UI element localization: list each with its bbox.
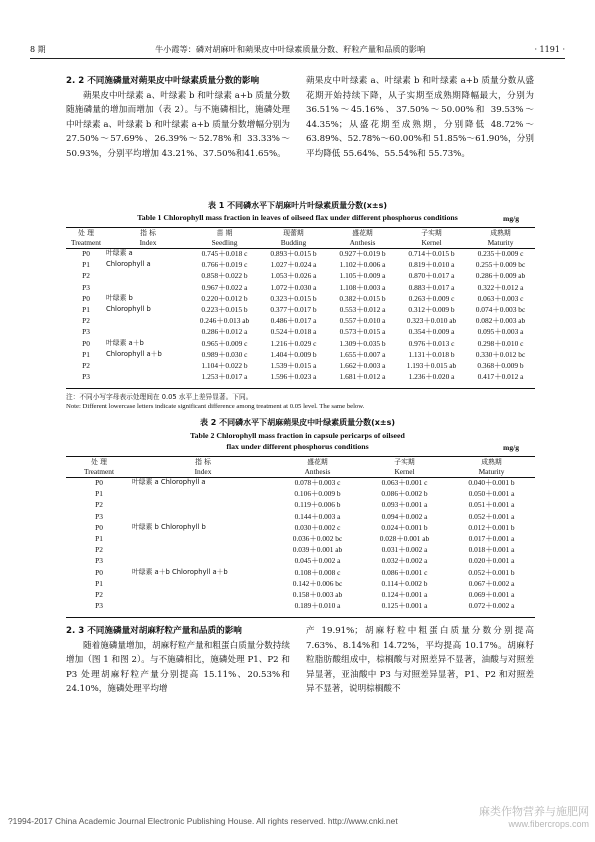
right-paragraph-bottom: 产 19.91%；胡麻籽粒中粗蛋白质量分数分别提高 7.63%、8.14%和 14.72%，平均提高 10.17%。胡麻籽粒脂肪酸组成中，棕榈酸与对照差异不显著，油酸与对照差异显著，亚油酸中 P3 与对照差异显著，P1、P2 和对照差异不显著，说明棕榈酸不 xyxy=(306,626,534,694)
value-cell: 0.063＋0.003 c xyxy=(477,293,524,303)
value-cell: 0.106＋0.009 b xyxy=(294,489,341,499)
section-2-2-paragraph: 蒴果皮中叶绿素 a、叶绿素 b 和叶绿素 a+b 质量分数随施磷量的增加而增加（表 2）。与不施磷相比，施磷处理中叶绿素 a、叶绿素 b 和叶绿素 a+b 质量分数增幅分别为 27.50%～57.69%、26.39%～52.78%和 33.33%～50.93%，分别平均增加 43.21%、37.50%和41.65%。 xyxy=(66,90,290,159)
value-cell: 0.965＋0.009 c xyxy=(201,338,248,348)
table-row xyxy=(66,589,535,600)
copyright-footer: ?1994-2017 China Academic Journal Electronic Publishing House. All rights reserved. http://www.cnki.net xyxy=(8,816,398,826)
table1-caption-en: Table 1 Chlorophyll mass fraction in leaves of oilseed flax under different phosphorus conditions xyxy=(137,213,458,222)
value-cell: 0.858＋0.022 b xyxy=(201,271,248,281)
table2-caption-en-line2: flax under different phosphorus conditions xyxy=(226,442,369,451)
value-cell: 0.086＋0.002 b xyxy=(381,489,428,499)
table2-unit: mg/g xyxy=(503,443,520,452)
index-cell xyxy=(132,488,274,499)
value-cell: 0.050＋0.001 a xyxy=(468,489,515,499)
value-cell: 0.024＋0.001 b xyxy=(381,522,428,532)
table-row xyxy=(66,511,535,522)
value-cell: 0.078＋0.003 c xyxy=(294,478,341,487)
table2-bottom-rule xyxy=(66,617,535,618)
table-row xyxy=(66,477,535,488)
treatment-cell: P0 xyxy=(95,567,103,577)
value-cell: 1.681＋0.012 a xyxy=(339,372,386,382)
index-cell xyxy=(132,533,274,544)
value-cell: 0.819＋0.010 a xyxy=(408,260,455,270)
header-en: Kernel xyxy=(394,467,415,476)
left-column-bottom xyxy=(66,624,290,697)
watermark-text: 麻类作物营养与施肥网 xyxy=(479,805,589,818)
treatment-cell: P3 xyxy=(95,556,103,566)
table-row xyxy=(66,533,535,544)
table-row xyxy=(66,567,535,578)
header-en: Anthesis xyxy=(349,238,376,247)
table-row xyxy=(66,600,535,611)
value-cell: 0.114＋0.002 b xyxy=(381,578,428,588)
index-cell xyxy=(106,371,190,382)
table-row xyxy=(66,282,535,293)
value-cell: 1.309＋0.035 b xyxy=(339,338,386,348)
treatment-cell: P1 xyxy=(82,305,90,315)
value-cell: 0.012＋0.001 b xyxy=(468,522,515,532)
treatment-cell: P2 xyxy=(82,271,90,281)
value-cell: 0.989＋0.030 c xyxy=(201,349,248,359)
index-cell: Chlorophyll b xyxy=(106,305,151,314)
watermark-url: www.fibercrops.com xyxy=(508,819,589,829)
table1-header-rule xyxy=(66,248,535,249)
value-cell: 1.105＋0.009 a xyxy=(339,271,386,281)
treatment-cell: P1 xyxy=(95,489,103,499)
value-cell: 0.976＋0.013 c xyxy=(408,338,455,348)
treatment-cell: P3 xyxy=(95,601,103,611)
value-cell: 0.040＋0.001 b xyxy=(468,478,515,487)
value-cell: 0.417＋0.012 a xyxy=(477,372,524,382)
header-zh: 苗 期 xyxy=(216,229,233,237)
value-cell: 0.312＋0.009 b xyxy=(408,305,455,315)
value-cell: 0.486＋0.017 a xyxy=(270,316,317,326)
left-column-top xyxy=(66,74,290,161)
value-cell: 1.072＋0.030 a xyxy=(270,282,317,292)
value-cell: 0.286＋0.009 ab xyxy=(475,271,526,281)
header-zh: 指 标 xyxy=(195,458,211,466)
value-cell: 0.124＋0.001 a xyxy=(381,590,428,600)
header-en: Index xyxy=(194,467,212,476)
table-row xyxy=(66,270,535,281)
value-cell: 1.655＋0.007 a xyxy=(339,349,386,359)
index-cell: 叶绿素 a xyxy=(106,249,133,257)
table2-caption-zh: 表 2 不同磷水平下胡麻蒴果皮中叶绿素质量分数(x±s) xyxy=(199,418,396,427)
index-cell: Chlorophyll a＋b xyxy=(106,349,162,358)
value-cell: 0.870＋0.017 a xyxy=(408,271,455,281)
page-number: · 1191 · xyxy=(534,44,565,54)
treatment-cell: P0 xyxy=(82,249,90,258)
value-cell: 0.298＋0.010 c xyxy=(477,338,524,348)
table-row xyxy=(66,578,535,589)
treatment-cell: P0 xyxy=(82,293,90,303)
index-cell: 叶绿素 b Chlorophyll b xyxy=(132,522,206,531)
table1 xyxy=(66,228,535,382)
index-cell xyxy=(106,315,190,326)
value-cell: 0.144＋0.003 a xyxy=(294,511,341,521)
index-cell xyxy=(106,270,190,281)
value-cell: 1.027＋0.024 a xyxy=(270,260,317,270)
value-cell: 0.072＋0.002 a xyxy=(468,601,515,611)
value-cell: 1.053＋0.026 a xyxy=(270,271,317,281)
value-cell: 0.553＋0.012 a xyxy=(339,305,386,315)
value-cell: 0.330＋0.012 bc xyxy=(475,349,526,359)
value-cell: 0.745＋0.018 c xyxy=(201,249,248,258)
value-cell: 0.714＋0.015 b xyxy=(408,249,455,258)
index-cell: 叶绿素 b xyxy=(106,293,133,302)
treatment-cell: P0 xyxy=(95,522,103,532)
treatment-cell: P2 xyxy=(82,361,90,371)
treatment-cell: P0 xyxy=(95,478,103,487)
index-cell: 叶绿素 a＋b xyxy=(106,338,144,347)
header-zh: 现蕾期 xyxy=(283,229,304,237)
value-cell: 0.557＋0.010 a xyxy=(339,316,386,326)
value-cell: 0.017＋0.001 a xyxy=(468,534,515,544)
table1-note-en: Note: Different lowercase letters indicate significant difference among treatment at 0.05 level. The same below. xyxy=(66,403,365,410)
value-cell: 0.052＋0.001 a xyxy=(468,511,515,521)
header-zh: 子实期 xyxy=(421,229,442,237)
table-row xyxy=(66,315,535,326)
table-row xyxy=(66,259,535,270)
treatment-cell: P1 xyxy=(95,578,103,588)
table-row xyxy=(66,522,535,533)
header-en: Treatment xyxy=(70,238,102,247)
index-cell xyxy=(106,326,190,337)
treatment-cell: P3 xyxy=(82,327,90,337)
value-cell: 0.158＋0.003 ab xyxy=(292,590,343,600)
value-cell: 0.119＋0.006 b xyxy=(294,500,341,510)
header-en: Seedling xyxy=(211,238,238,247)
treatment-cell: P2 xyxy=(95,590,103,600)
value-cell: 0.094＋0.002 a xyxy=(381,511,428,521)
treatment-cell: P2 xyxy=(95,500,103,510)
header-en: Kernel xyxy=(421,238,442,247)
value-cell: 0.223＋0.015 b xyxy=(201,305,248,315)
table2 xyxy=(66,457,535,611)
treatment-cell: P3 xyxy=(95,511,103,521)
value-cell: 0.255＋0.009 bc xyxy=(475,260,526,270)
value-cell: 0.263＋0.009 c xyxy=(408,293,455,303)
value-cell: 0.354＋0.009 a xyxy=(408,327,455,337)
value-cell: 0.028＋0.001 ab xyxy=(379,534,430,544)
value-cell: 0.051＋0.001 a xyxy=(468,500,515,510)
header-en: Maturity xyxy=(487,238,514,247)
value-cell: 0.125＋0.001 a xyxy=(381,601,428,611)
value-cell: 0.235＋0.009 c xyxy=(477,249,524,258)
value-cell: 0.074＋0.003 bc xyxy=(475,305,526,315)
table-row xyxy=(66,304,535,315)
value-cell: 0.322＋0.012 a xyxy=(477,282,524,292)
header-zh: 盛花期 xyxy=(307,458,328,466)
value-cell: 0.220＋0.012 b xyxy=(201,293,248,303)
index-cell xyxy=(106,282,190,293)
treatment-cell: P2 xyxy=(95,545,103,555)
value-cell: 0.246＋0.013 ab xyxy=(199,316,250,326)
index-cell: Chlorophyll a xyxy=(106,260,151,269)
table1-note-zh: 注：不同小写字母表示处理间在 0.05 水平上差异显著。下同。 xyxy=(66,393,253,401)
treatment-cell: P2 xyxy=(82,316,90,326)
treatment-cell: P3 xyxy=(82,372,90,382)
value-cell: 1.193＋0.015 ab xyxy=(406,361,457,371)
running-header xyxy=(30,42,565,56)
value-cell: 0.108＋0.008 c xyxy=(294,567,341,577)
watermark xyxy=(479,806,589,830)
table-row xyxy=(66,371,535,382)
running-title: 牛小霞等：磷对胡麻叶和蒴果皮中叶绿素质量分数、籽粒产量和品质的影响 xyxy=(154,43,426,54)
value-cell: 0.093＋0.001 a xyxy=(381,500,428,510)
table1-caption-zh: 表 1 不同磷水平下胡麻叶片叶绿素质量分数(x±s) xyxy=(207,201,388,210)
value-cell: 1.236＋0.020 a xyxy=(408,372,455,382)
treatment-cell: P3 xyxy=(82,282,90,292)
treatment-cell: P1 xyxy=(82,260,90,270)
header-rule xyxy=(30,58,565,59)
value-cell: 0.368＋0.009 b xyxy=(477,361,524,371)
header-en: Maturity xyxy=(478,467,505,476)
header-zh: 处 理 xyxy=(91,458,107,466)
value-cell: 1.131＋0.018 b xyxy=(408,349,455,359)
table1-bottom-rule xyxy=(66,388,535,389)
value-cell: 1.253＋0.017 a xyxy=(201,372,248,382)
table-row xyxy=(66,544,535,555)
value-cell: 0.883＋0.017 a xyxy=(408,282,455,292)
right-column-top xyxy=(306,74,534,161)
table-row xyxy=(66,248,535,259)
section-2-3-paragraph: 随着施磷量增加，胡麻籽粒产量和粗蛋白质量分数持续增加（图 1 和图 2）。与不施磷相比，施磷处理 P1、P2 和 P3 处理胡麻籽粒产量分别提高 15.11%、20.53%和 24.10%，施磷处理平均增 xyxy=(66,640,290,694)
table2-caption-en-line1: Table 2 Chlorophyll mass fraction in capsule pericarps of oilseed xyxy=(190,431,405,440)
value-cell: 0.323＋0.010 ab xyxy=(406,316,457,326)
header-zh: 处 理 xyxy=(78,229,94,237)
index-cell xyxy=(132,511,274,522)
value-cell: 0.032＋0.002 a xyxy=(381,556,428,566)
header-zh: 盛花期 xyxy=(352,229,373,237)
value-cell: 1.104＋0.022 b xyxy=(201,361,248,371)
value-cell: 0.031＋0.002 a xyxy=(381,545,428,555)
value-cell: 1.404＋0.009 b xyxy=(270,349,317,359)
index-cell: 叶绿素 a Chlorophyll a xyxy=(132,478,206,486)
table-row xyxy=(66,338,535,349)
value-cell: 0.286＋0.012 a xyxy=(201,327,248,337)
value-cell: 0.067＋0.002 a xyxy=(468,578,515,588)
value-cell: 1.102＋0.006 a xyxy=(339,260,386,270)
table-row xyxy=(66,488,535,499)
value-cell: 0.766＋0.019 c xyxy=(201,260,248,270)
value-cell: 0.039＋0.001 ab xyxy=(292,545,343,555)
value-cell: 0.323＋0.015 b xyxy=(270,293,317,303)
index-cell xyxy=(132,578,274,589)
treatment-cell: P1 xyxy=(95,534,103,544)
value-cell: 1.662＋0.003 a xyxy=(339,361,386,371)
value-cell: 0.573＋0.015 a xyxy=(339,327,386,337)
value-cell: 0.189＋0.010 a xyxy=(294,601,341,611)
section-2-2-heading: 2. 2 不同施磷量对蒴果皮中叶绿素质量分数的影响 xyxy=(66,76,260,86)
treatment-cell: P0 xyxy=(82,338,90,348)
index-cell xyxy=(132,589,274,600)
header-en: Treatment xyxy=(83,467,115,476)
table-row xyxy=(66,293,535,304)
value-cell: 1.596＋0.023 a xyxy=(270,372,317,382)
index-cell: 叶绿素 a＋b Chlorophyll a＋b xyxy=(132,567,228,576)
index-cell xyxy=(106,360,190,371)
header-zh: 指 标 xyxy=(140,229,156,237)
value-cell: 0.082＋0.003 ab xyxy=(475,316,526,326)
value-cell: 1.539＋0.015 a xyxy=(270,361,317,371)
header-en: Index xyxy=(139,238,157,247)
value-cell: 0.020＋0.001 a xyxy=(468,556,515,566)
value-cell: 0.018＋0.001 a xyxy=(468,545,515,555)
value-cell: 0.377＋0.017 b xyxy=(270,305,317,315)
value-cell: 0.927＋0.019 b xyxy=(339,249,386,258)
index-cell xyxy=(132,555,274,566)
value-cell: 0.095＋0.003 a xyxy=(477,327,524,337)
section-2-3-heading: 2. 3 不同施磷量对胡麻籽粒产量和品质的影响 xyxy=(66,626,242,636)
value-cell: 0.063＋0.001 c xyxy=(381,478,428,487)
header-en: Budding xyxy=(280,238,307,247)
treatment-cell: P1 xyxy=(82,349,90,359)
value-cell: 0.382＋0.015 b xyxy=(339,293,386,303)
value-cell: 0.086＋0.001 c xyxy=(381,567,428,577)
value-cell: 0.893＋0.015 b xyxy=(270,249,317,258)
header-zh: 成熟期 xyxy=(481,458,502,466)
table-row xyxy=(66,360,535,371)
value-cell: 0.142＋0.006 bc xyxy=(292,578,343,588)
header-zh: 成熟期 xyxy=(490,229,511,237)
right-paragraph-top: 蒴果皮中叶绿素 a、叶绿素 b 和叶绿素 a+b 质量分数从盛花期开始持续下降，从子实期至成熟期降幅最大，分别为 36.51%～45.16%、37.50%～50.00%和 39.53%～44.35%；从盛花期至成熟期，分别降低 48.72%～63.89%、52.78%～60.00%和 51.85%～61.90%，分别平均降低 55.64%、55.54%和 55.73%。 xyxy=(306,76,534,159)
value-cell: 0.045＋0.002 a xyxy=(294,556,341,566)
value-cell: 0.524＋0.018 a xyxy=(270,327,317,337)
value-cell: 0.052＋0.001 b xyxy=(468,567,515,577)
header-zh: 子实期 xyxy=(394,458,415,466)
index-cell xyxy=(132,499,274,510)
table-row xyxy=(66,499,535,510)
value-cell: 0.036＋0.002 bc xyxy=(292,534,343,544)
index-cell xyxy=(132,544,274,555)
index-cell xyxy=(132,600,274,611)
table-row xyxy=(66,326,535,337)
header-en: Anthesis xyxy=(304,467,331,476)
issue-number: 8 期 xyxy=(30,44,46,54)
right-column-bottom xyxy=(306,624,534,697)
value-cell: 1.216＋0.029 c xyxy=(270,338,317,348)
table1-unit: mg/g xyxy=(503,214,520,223)
value-cell: 1.108＋0.003 a xyxy=(339,282,386,292)
value-cell: 0.030＋0.002 c xyxy=(294,522,341,532)
table-row xyxy=(66,349,535,360)
value-cell: 0.069＋0.001 a xyxy=(468,590,515,600)
table2-header-rule xyxy=(66,477,535,478)
table-row xyxy=(66,555,535,566)
value-cell: 0.967＋0.022 a xyxy=(201,282,248,292)
